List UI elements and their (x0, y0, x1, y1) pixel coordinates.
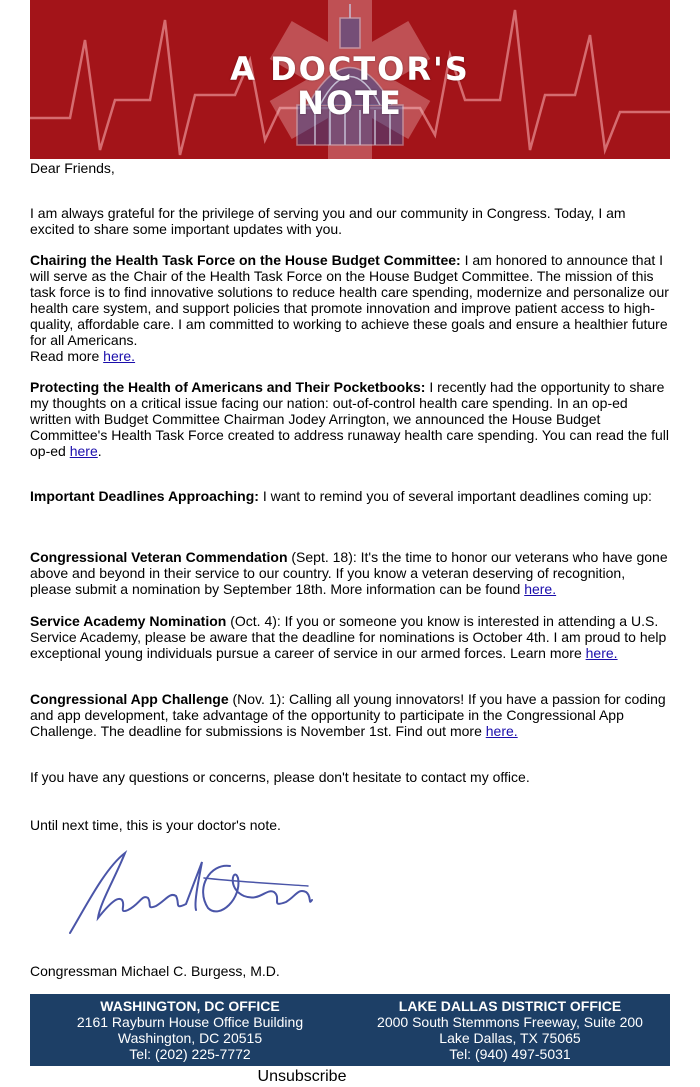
section-text: I want to remind you of several important deadlines coming up: (258, 488, 652, 504)
section-deadlines (30, 488, 670, 504)
item-heading: Congressional Veteran Commendation (30, 549, 288, 565)
office-address1: 2000 South Stemmons Freeway, Suite 200 (377, 1014, 643, 1030)
section-heading: Protecting the Health of Americans and Their Pocketbooks: (30, 379, 426, 395)
unsubscribe-link[interactable]: Unsubscribe (257, 1068, 347, 1085)
office-footer (30, 994, 670, 1066)
item-veteran-commendation (30, 549, 670, 597)
office-name: WASHINGTON, DC OFFICE (100, 998, 280, 1014)
signer-name: Congressman Michael C. Burgess, M.D. (30, 963, 280, 979)
item-service-academy (30, 613, 670, 661)
office-address2: Lake Dallas, TX 75065 (439, 1030, 581, 1046)
office-address2: Washington, DC 20515 (117, 1030, 263, 1046)
section-tail: . (97, 443, 102, 459)
app-challenge-link[interactable]: here. (485, 723, 518, 739)
district-office (350, 998, 670, 1062)
item-text: : It's the time to honor our veterans who have gone above and beyond in their service to our country. If you know a veteran deserving of recognition, please submit a nomination by September 18th. More information can be found (30, 549, 668, 597)
header-banner (30, 0, 670, 159)
read-more-link[interactable]: here. (103, 348, 136, 364)
read-more-label: Read more (30, 348, 104, 364)
item-date: (Nov. 1) (228, 691, 282, 707)
dc-office (30, 998, 350, 1062)
intro-paragraph: I am always grateful for the privilege of serving you and our community in Congress. Today, I am excited to share some important updates with you. (30, 205, 626, 237)
op-ed-link[interactable]: here (69, 443, 98, 459)
office-phone: Tel: (202) 225-7772 (129, 1046, 251, 1062)
veteran-commendation-link[interactable]: here. (524, 581, 557, 597)
greeting: Dear Friends, (30, 160, 115, 176)
signature-image (30, 848, 320, 948)
newsletter (30, 0, 670, 1085)
section-heading: Chairing the Health Task Force on the House Budget Committee: (30, 252, 461, 268)
item-text: : Calling all young innovators! If you have a passion for coding and app development, take advantage of the opportunity to participate in the Congressional App Challenge. The deadline for submissions is November 1st. Find out more (30, 691, 666, 739)
section-heading: Important Deadlines Approaching: (30, 488, 259, 504)
item-date: (Sept. 18) (287, 549, 353, 565)
banner-title (30, 52, 670, 120)
item-heading: Congressional App Challenge (30, 691, 229, 707)
service-academy-link[interactable]: here. (585, 645, 618, 661)
section-pocketbooks (30, 379, 670, 459)
section-text: I am honored to announce that I will serve as the Chair of the Health Task Force on the House Budget Committee. The mission of this task force is to find innovative solutions to reduce health care spending, modernize and personalize our health care system, and support policies that promote innovation and improve patient access to high-quality, affordable care. I am committed to working to achieve these goals and ensure a healthier future for all Americans. (30, 252, 669, 348)
office-phone: Tel: (940) 497-5031 (449, 1046, 571, 1062)
item-text: : If you or someone you know is interested in attending a U.S. Service Academy, please be aware that the deadline for nominations is October 4th. I am proud to help exceptional young individuals pursue a career of service in our armed forces. Learn more (30, 613, 667, 661)
questions-paragraph: If you have any questions or concerns, please don't hesitate to contact my office. (30, 769, 530, 785)
office-name: LAKE DALLAS DISTRICT OFFICE (398, 998, 622, 1014)
item-date: (Oct. 4) (226, 613, 277, 629)
item-heading: Service Academy Nomination (30, 613, 227, 629)
section-health-task-force (30, 252, 670, 364)
office-address1: 2161 Rayburn House Office Building (76, 1014, 304, 1030)
section-text: I recently had the opportunity to share my thoughts on a critical issue facing our nation: out-of-control health care spending. In an op-ed written with Budget Committee Chairman Jodey Arrington, we announced the House Budget Committee's Health Task Force created to address runaway health care spending. You can read the full op-ed (30, 379, 670, 459)
banner-title-line1: A DOCTOR'S (230, 50, 470, 88)
item-app-challenge (30, 691, 670, 739)
closing-line: Until next time, this is your doctor's note. (30, 817, 281, 833)
banner-title-line2: NOTE (297, 84, 403, 122)
